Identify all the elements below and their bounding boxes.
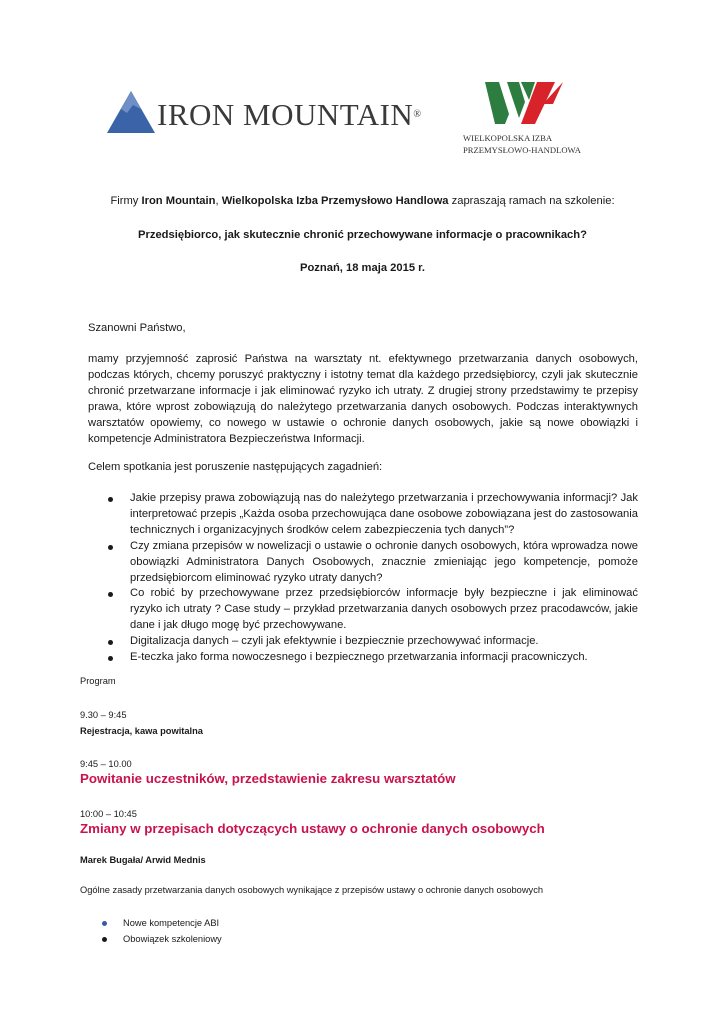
iron-mountain-mountain-icon	[107, 91, 155, 133]
company-2: Wielkopolska Izba Przemysłowo Handlowa	[221, 195, 449, 207]
wiph-emblem-icon	[485, 80, 565, 126]
list-item: Czy zmiana przepisów w nowelizacji o ustawie o ochronie danych osobowych, która wprowadza nowe obowiązki Administratora Danych Osobowych, znacznie zmieniając jego kompetencje, pomoże przedsiębiorcom eliminować ryzyko utraty danych?	[86, 539, 638, 587]
greeting: Szanowni Państwo,	[88, 322, 186, 334]
document-title: Przedsiębiorco, jak skutecznie chronić przechowywane informacje o pracownikach?	[138, 229, 587, 241]
wiph-logo	[460, 80, 590, 162]
slot-3-title: Zmiany w przepisach dotyczących ustawy o ochronie danych osobowych	[80, 821, 545, 836]
slot-1-title: Rejestracja, kawa powitalna	[80, 726, 203, 736]
program-label: Program	[80, 676, 116, 686]
program-items	[80, 915, 480, 947]
list-item: E-teczka jako forma nowoczesnego i bezpiecznego przetwarzania informacji pracowniczych.	[86, 650, 638, 666]
list-item: Co robić by przechowywane przez przedsiębiorców informacje były bezpieczne i jak eliminować ryzyko ich utraty ? Case study – przykład przetwarzania danych osobowych przez pracodawców, jakie dane i jak długo mogę być przechowywane.	[86, 586, 638, 634]
goals-intro: Celem spotkania jest poruszenie następujących zagadnień:	[88, 461, 383, 473]
list-item: Digitalizacja danych – czyli jak efektywnie i bezpiecznie przechowywać informacje.	[86, 634, 638, 650]
intro-line: Firmy Iron Mountain, Wielkopolska Izba Przemysłowo Handlowa zapraszają ramach na szkolenie:	[110, 195, 615, 207]
list-item: Jakie przepisy prawa zobowiązują nas do należytego przetwarzania i przechowywania informacji? Jak interpretować przepis „Każda osoba przechowująca dane osobowe zobowiązana jest do zastosowania technicznych i organizacyjnych środków celem zabezpieczenia tych danych”?	[86, 491, 638, 539]
company-1: Iron Mountain	[141, 195, 216, 207]
slot-2-time: 9:45 – 10.00	[80, 759, 132, 769]
iron-mountain-wordmark: IRON MOUNTAIN®	[157, 97, 422, 132]
slot-1-time: 9.30 – 9:45	[80, 710, 127, 720]
slot-3-time: 10:00 – 10:45	[80, 809, 137, 819]
iron-mountain-logo	[107, 90, 422, 135]
list-item: Nowe kompetencje ABI	[80, 915, 480, 931]
date-line: Poznań, 18 maja 2015 r.	[300, 262, 425, 274]
program-description: Ogólne zasady przetwarzania danych osobowych wynikające z przepisów ustawy o ochronie danych osobowych	[80, 885, 544, 895]
slot-2-title: Powitanie uczestników, przedstawienie zakresu warsztatów	[80, 771, 456, 786]
wiph-name-line2: PRZEMYSŁOWO-HANDLOWA	[463, 145, 581, 155]
intro-paragraph: mamy przyjemność zaprosić Państwa na warsztaty nt. efektywnego przetwarzania danych osobowych, podczas których, chcemy poruszyć praktyczny i istotny temat dla każdego przedsiębiorcy, czyli jak skutecznie chronić przetwarzane informacje i jak eliminować ryzyko ich utraty. Z drugiej strony przedstawimy te przepisy prawa, które wprost zobowiązują do należytego przetwarzania danych osobowych. Podczas interaktywnych warsztatów opowiemy, co nowego w ustawie o ochronie danych osobowych, jakie są nowe obowiązki i kompetencje Administratora Bezpieczeństwa Informacji.	[88, 353, 638, 445]
list-item: Obowiązek szkoleniowy	[80, 931, 480, 947]
speakers: Marek Bugała/ Arwid Mednis	[80, 855, 206, 865]
wiph-name-line1: WIELKOPOLSKA IZBA	[463, 133, 553, 143]
goals-list	[86, 491, 638, 666]
